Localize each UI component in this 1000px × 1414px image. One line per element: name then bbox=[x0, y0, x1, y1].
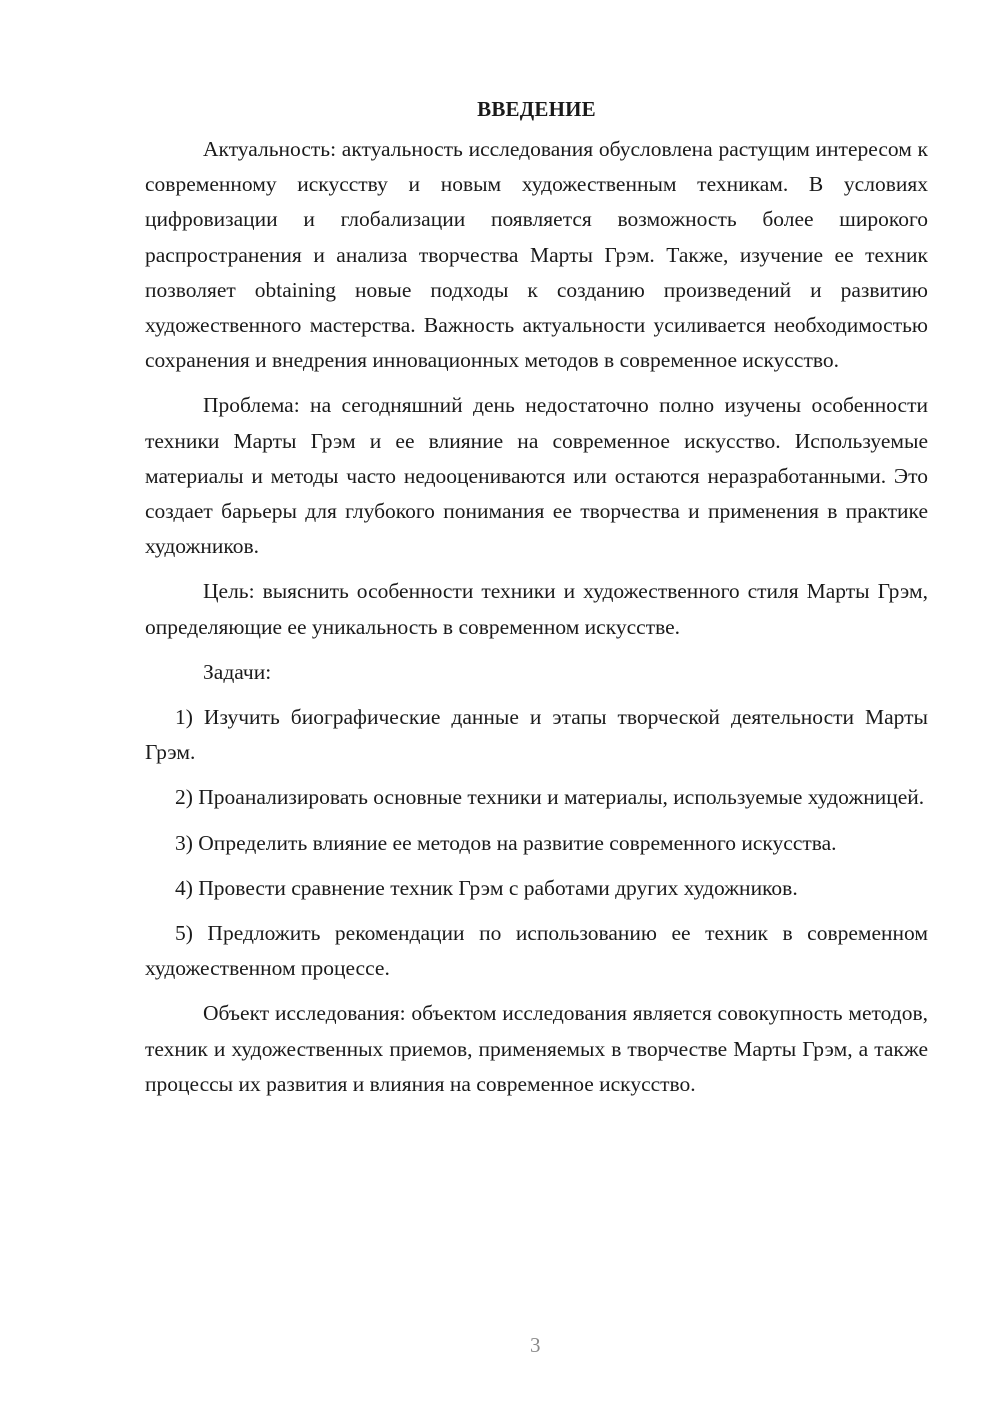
object-paragraph: Объект исследования: объектом исследования является совокупность методов, техник и художественных приемов, применяемых в творчестве Марты Грэм, а также процессы их развития и влияния на современное искусство. bbox=[145, 1001, 928, 1096]
page-title: ВВЕДЕНИЕ bbox=[477, 97, 596, 121]
task-item-4: 4) Провести сравнение техник Грэм с работами других художников. bbox=[175, 875, 798, 900]
relevance-paragraph: Актуальность: актуальность исследования обусловлена растущим интересом к современному искусству и новым художественным техникам. В условиях цифровизации и глобализации появляется возможность более широкого распространения и анализа творчества Марты Грэм. Также, изучение ее техник позволяет obtaining новые подходы к созданию произведений и развитию художественного мастерства. Важность актуальности усиливается необходимостью сохранения и внедрения инновационных методов в современное искусство. bbox=[145, 137, 928, 373]
tasks-heading: Задачи: bbox=[203, 659, 272, 684]
document-page bbox=[145, 92, 928, 1112]
task-item-1: 1) Изучить биографические данные и этапы творческой деятельности Марты Грэм. bbox=[145, 705, 928, 765]
task-item-5: 5) Предложить рекомендации по использованию ее техник в современном художественном процессе. bbox=[145, 921, 928, 981]
task-item-2: 2) Проанализировать основные техники и материалы, используемые художницей. bbox=[175, 785, 925, 810]
problem-paragraph: Проблема: на сегодняшний день недостаточно полно изучены особенности техники Марты Грэм и ее влияние на современное искусство. Используемые материалы и методы часто недооцениваются или остаются неразработанными. Это создает барьеры для глубокого понимания ее творчества и применения в практике художников. bbox=[145, 393, 928, 559]
task-item-3: 3) Определить влияние ее методов на развитие современного искусства. bbox=[175, 830, 837, 855]
goal-paragraph: Цель: выяснить особенности техники и художественного стиля Марты Грэм, определяющие ее уникальность в современном искусстве. bbox=[145, 579, 928, 639]
page-number: 3 bbox=[530, 1333, 541, 1357]
